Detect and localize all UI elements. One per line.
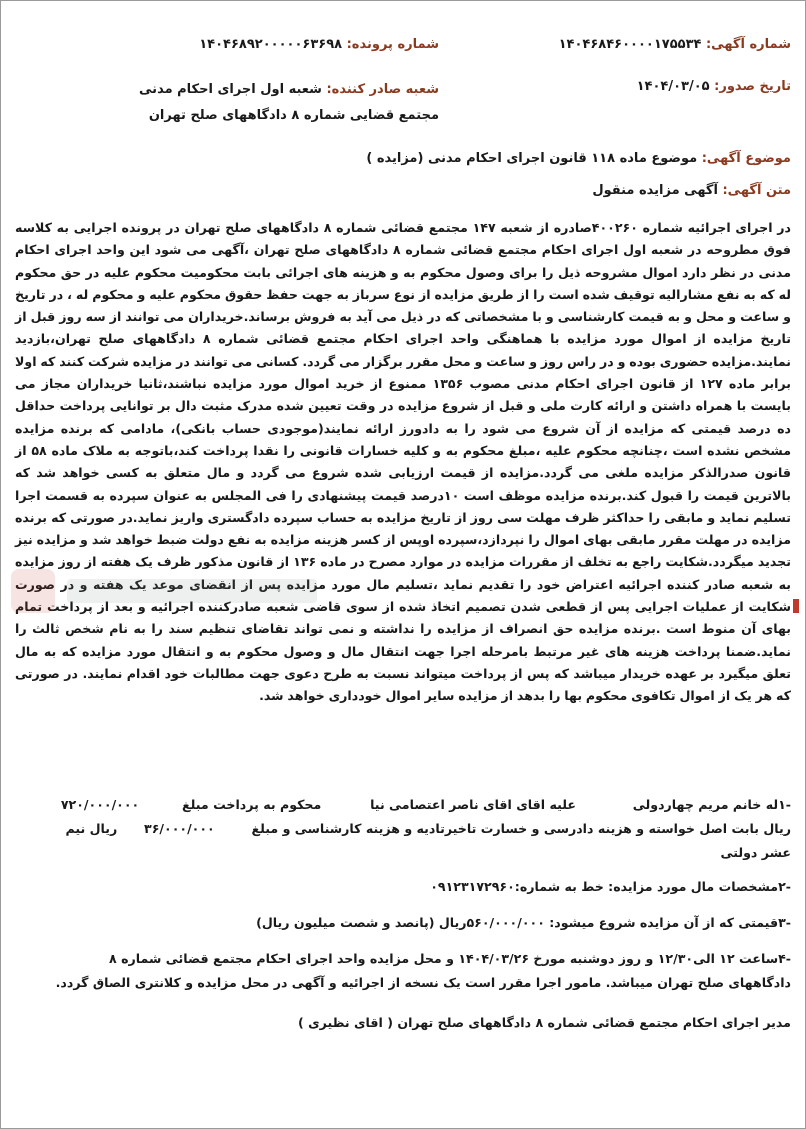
item-1-amount-2: ۳۶/۰۰۰/۰۰۰ [144, 821, 215, 836]
item-1-amount-1: ۷۲۰/۰۰۰/۰۰۰ [60, 797, 140, 812]
item-1-line-2 [15, 817, 791, 841]
issuing-branch-label: شعبه صادر کننده: [326, 82, 439, 97]
item-4-line-1: -۴ساعت ۱۲ الی۱۲/۳۰ و روز دوشنبه مورخ ۱۴۰۴/۰۳/۲۶ و محل مزایده واحد اجرای احکام مجتمع قضائی شماره ۸ [109, 951, 791, 966]
item-1-prefix: -۱له خانم مریم چهاردولی [632, 797, 791, 812]
item-2: -۲مشخصات مال مورد مزایده: خط به شماره:۰۹۱۲۳۱۷۲۹۶۰ [430, 879, 791, 894]
notice-number [559, 37, 791, 52]
item-1-judgment-label: محکوم به پرداخت مبلغ [182, 797, 322, 812]
notice-text-title [592, 183, 791, 198]
notice-body: در اجرای اجرائیه شماره ۴۰۰۲۶۰صادره از شعبه ۱۴۷ مجتمع قضائی شماره ۸ دادگاههای صلح تهران در پرونده اجرایی به کلاسه فوق مطروحه در شعبه اول اجرای احکام مجتمع قضائی شماره ۸ دادگاههای صلح تهران ،آگهی می شود این واحد اجرای احکام مدنی در نظر دارد اموال مشروحه ذیل را برای وصول محکوم به و هزینه های اجرائی بابت محکومیت محکوم علیه در حق محکوم له که به نفع مشاراليه توقیف شده است را از طریق مزایده از نوع سرباز به جهت حفظ حقوق محکوم علیه و محکوم له ، در تاریخ و ساعت و محل و به قیمت کارشناسی و با مشخصاتی که در ذیل می آید به فروش برساند.خریداران می توانند از سه روز قبل از تاریخ مزایده از اموال مورد مزایده با هماهنگی واحد اجرای احکام مجتمع قضائی شماره ۸ دادگاههای صلح تهران،بازدید نمایند.مزایده حضوری بوده و در راس روز و ساعت و محل مقرر برگزار می گردد. کسانی می توانند در مزایده شرکت کنند که اولا برابر ماده ۱۲۷ از قانون اجرای احکام مدنی مصوب ۱۳۵۶ ممنوع از خرید اموال مورد مزایده نباشند،ثانیا خریداران مجاز می بایست با همراه داشتن و ارائه کارت ملی و قبل از شروع مزایده در وقت تعیین شده مدرک مثبت دال بر توانایی پرداخت حداقل ده درصد قیمتی که مزایده از آن شروع می شود را به دادورز ارائه نمایند(موجودی حساب بانکی)، مادامی که برنده مزایده مشخص نشده است ،چنانچه محکوم علیه ،مبلغ محکوم به و کلیه خسارات قانونی را نقدا پرداخت کند،باتوجه به ملاک ماده ۵۸ از قانون صدرالذکر مزایده ملغی می گردد.مزایده از قیمت ارزیابی شده شروع می گردد و مال متعلق به کسی خواهد شد که بالاترین قیمت را قبول کند.برنده مزایده موظف است ۱۰درصد قیمت پیشنهادی را فی المجلس به عنوان سپرده به قسمت اجرا تسلیم نماید و مابقی را حداکثر ظرف مهلت سی روز از تاریخ مزایده به حساب سپرده دادگستری واریز نماید.در صورتی که برنده مزایده در مهلت مقرر مابقی بهای اموال را نپردازد،سپرده اوپس از کسر هزینه مزایده به نفع دولت ضبط خواهد شد و مزایده نیز تجدید میگردد.شکایت راجع به تخلف از مقررات مزایده در موارد مصرح در ماده ۱۳۶ از قانون مذکور ظرف یک هفته از روز مزایده به شعبه صادر کننده اجرائیه اعتراض خود را تقدیم نماید ،تسلیم مال مورد مزایده پس از انقضای موعد یک هفته و در صورت شکایت از عملیات اجرایی پس از قطعی شدن تصمیم اتخاذ شده از سوی قاضی شعبه صادرکننده اجرائیه و بعد از پرداخت تمام بهای آن منوط است .برنده مزایده حق انصراف از مزایده را نداشته و نمی تواند تقاضای تنظیم سند را به نام شخص ثالث را نماید.ضمنا پرداخت هزینه های غیر مرتبط بامرحله اجرا جهت انتقال مال و وصول محکوم به و انتقال مورد مزایده که به مال تعلق میگیرد بر عهده خریدار میباشد که پس از پرداخت میتواند نسبت به طرح دعوی جهت مطالبات خود اقدام نمایند. در صورتی که هر یک از اموال تکافوی محکوم بها را بدهد از مزایده سایر اموال خودداری خواهد شد. [15, 220, 792, 704]
notice-text-heading: آگهی مزایده منقول [592, 183, 718, 198]
issue-date-label: تاریخ صدور: [714, 79, 791, 94]
notice-text-label: متن آگهی: [722, 183, 791, 198]
item-1-line-3: عشر دولتی [720, 845, 791, 860]
item-1-against: علیه اقای اقای ناصر اعتصامی نیا [370, 797, 576, 812]
notice-subject-value: موضوع ماده ۱۱۸ قانون اجرای احکام مدنی (مزایده ) [366, 151, 698, 166]
item-1 [15, 793, 791, 865]
item-1-line-1 [15, 793, 791, 817]
notice-subject-label: موضوع آگهی: [701, 151, 791, 166]
case-number-value: ۱۴۰۴۶۸۹۲۰۰۰۰۰۶۳۶۹۸ [199, 37, 343, 52]
case-number [199, 37, 439, 52]
signature-line: مدیر اجرای احکام مجتمع قضائی شماره ۸ دادگاههای صلح تهران ( اقای نظیری ) [297, 1015, 791, 1030]
auction-items [15, 793, 791, 1007]
case-number-label: شماره پرونده: [346, 37, 439, 52]
issuing-branch-value: شعبه اول اجرای احکام مدنی مجتمع قضایی شماره ۸ دادگاههای صلح تهران [139, 82, 439, 123]
issue-date-value: ۱۴۰۴/۰۳/۰۵ [636, 79, 710, 94]
notice-number-label: شماره آگهی: [705, 37, 791, 52]
issue-date [637, 79, 791, 94]
red-marker-icon [791, 599, 801, 613]
item-4-line-2: دادگاههای صلح تهران میباشد. مامور اجرا مقرر است یک نسخه از اجرائیه و آگهی در محل مزایده و کلانتری الصاق گردد. [55, 975, 791, 990]
item-3: -۳قیمتی که از آن مزایده شروع میشود: ۵۶۰/۰۰۰/۰۰۰ریال (پانصد و شصت میلیون ریال) [256, 915, 791, 930]
item-4 [15, 947, 791, 995]
issuing-branch [139, 77, 439, 129]
item-1-line-2-part-2: ریال نیم [65, 821, 118, 836]
notice-subject [366, 151, 791, 166]
notice-number-value: ۱۴۰۴۶۸۴۶۰۰۰۰۱۷۵۵۳۴ [558, 37, 702, 52]
item-1-line-2-part-1: ریال بابت اصل خواسته و هزینه دادرسی و خسارت تاخیرتادیه و هزینه کارشناسی و مبلغ [251, 821, 791, 836]
